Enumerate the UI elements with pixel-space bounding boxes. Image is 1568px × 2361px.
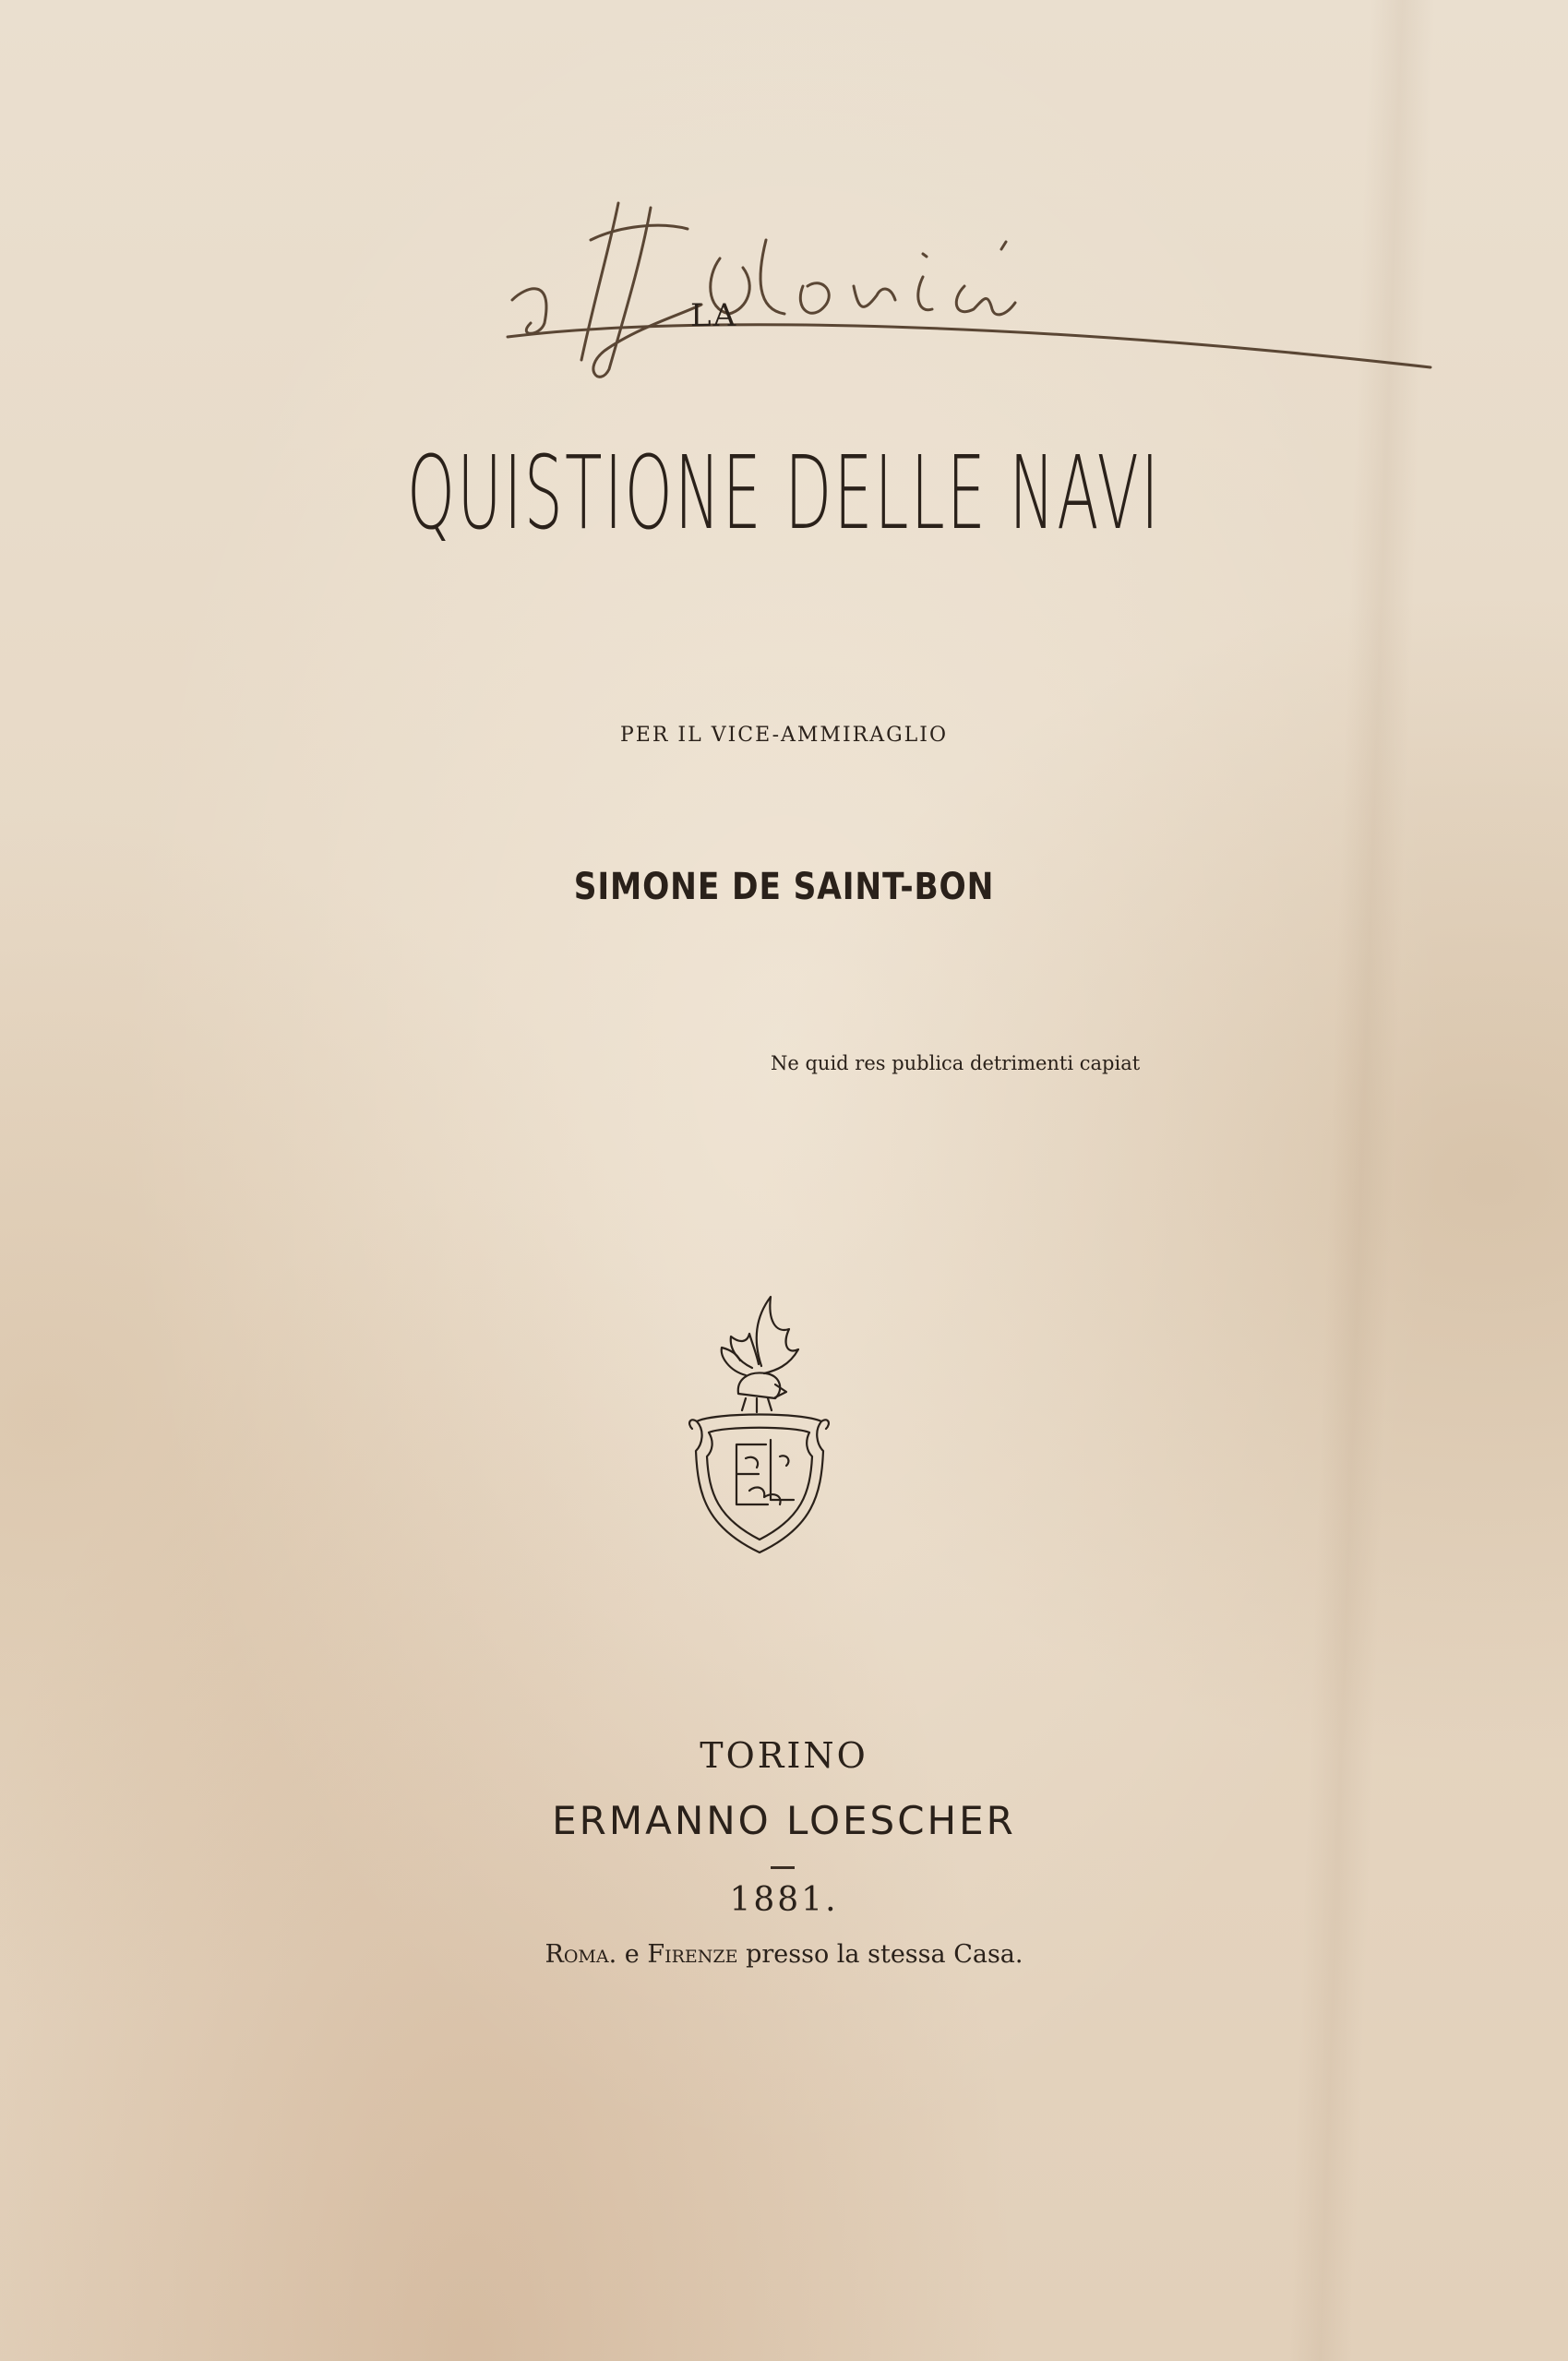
- publisher-crest-icon: [664, 1283, 849, 1560]
- publisher-name: ERMANNO LOESCHER: [552, 1798, 1016, 1843]
- motto: Ne quid res publica detrimenti capiat: [771, 1052, 1141, 1074]
- handwritten-signature: [489, 138, 1449, 378]
- publication-year: 1881.: [729, 1881, 839, 1919]
- branch-city-florence: Firenze: [647, 1940, 738, 1969]
- imprint-city: TORINO: [700, 1735, 868, 1776]
- branch-city-rome: Roma: [545, 1940, 609, 1969]
- author-name: SIMONE DE SAINT-BON: [573, 866, 995, 908]
- branch-joiner: e: [624, 1940, 640, 1969]
- divider-rule: [771, 1866, 795, 1869]
- branch-suffix: presso la stessa Casa.: [746, 1940, 1023, 1969]
- book-title: QUISTIONE DELLE NAVI: [406, 434, 1162, 552]
- byline: PER IL VICE-AMMIRAGLIO: [619, 724, 949, 747]
- imprint-branches: Roma. e Firenze presso la stessa Casa.: [545, 1940, 1023, 1969]
- title-article: LA: [690, 297, 738, 334]
